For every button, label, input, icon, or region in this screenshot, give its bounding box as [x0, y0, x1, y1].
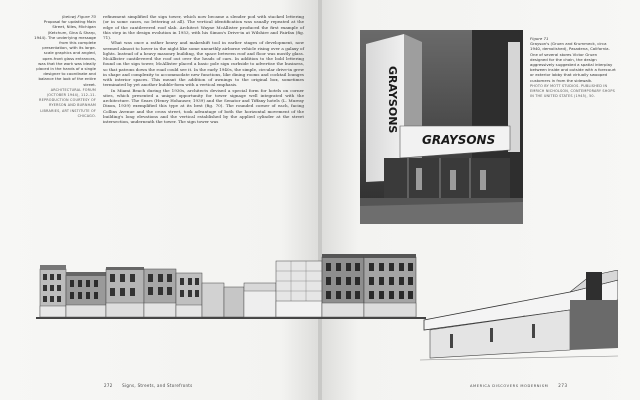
left-page-number: 272: [104, 383, 113, 388]
figure-71-caption-text: Grayson's (Gruen and Krummeck, circa 1940, demolished), Pasadena, California. One of several stores Victor Gruen designed for the chain, the design aggressively suggested a spatial interplay between inside and outside with a forecourt or exterior lobby that virtually swooped customers in from the sidewalk.: [530, 41, 616, 83]
main-street-elevation-illustration: [36, 247, 426, 319]
right-folio: [470, 383, 568, 388]
figure-70-caption-text: Proposal for updating Main Street, Niles, Michigan (Ketchum, Gina & Sharp, 1944). The underlying message from this complete presentation, with its large-scale graphics and angled, open-front glass entrances, was that the work was ideally placed in the hands of a single designer to coordinate and balance the look of the entire street.: [34, 19, 96, 87]
storefront-sketch-drawing: [420, 270, 618, 366]
left-folio: [104, 383, 193, 388]
book-gutter: [318, 0, 322, 400]
graysons-photo-drawing: [360, 30, 523, 224]
body-text-column: [103, 14, 304, 124]
left-running-head: Signs, Streets, and Storefronts: [122, 383, 193, 388]
graysons-canopy-sign: GRAYSONS: [422, 133, 496, 147]
graysons-tower-sign: GRAYSONS: [386, 66, 399, 134]
graysons-storefront-photo: [360, 30, 523, 224]
figure-70-caption-credit: ARCHITECTURAL FORUM (OCTOBER 1944), 112–11. REPRODUCTION COURTESY OF RYERSON AND BURNHAM LIBRARIES, ART INSTITUTE OF CHICAGO.: [39, 87, 96, 118]
right-running-head: AMERICA DISCOVERS MODERNISM: [470, 384, 549, 388]
figure-71-caption: [530, 36, 616, 99]
body-paragraph-3: In Miami Beach during the 1930s, architects devised a special form for hotels on corner sites, which presented a unique opportunity for tower signage well integrated with the architecture. The Sears (Henry Hohauser, 1939) and the Senator and Tiffany hotels (L. Murray Dixon, 1939) exemplified this type at its best (fig. 70). The rounded corner of each, facing Collins Avenue and the cross street, took advantage of both the horizontal movement of the building's long elevations and the vertical established by the applied cylinder at the street intersection, underneath the tower. The sign tower was: [103, 87, 304, 124]
storefront-perspective-sketch: [420, 270, 618, 366]
right-page-number: 273: [558, 383, 568, 388]
figure-71-caption-credit: PHOTO BY MOTT STUDIOS. PUBLISHED IN EMRICH NICHOLSON, CONTEMPORARY SHOPS IN THE UNITED STATES (1945), 50.: [530, 83, 615, 99]
body-paragraph-2: What was once a rather heavy and makeshift tool in earlier stages of development, now seemed almost to hover in the night like some unearthly airborne vehicle rising over a galaxy of lights. Instead of a heavy masonry building, the space between roof and floor was mostly glass. McAllister cantilevered the roof out over the heads of cars. In addition to the bold lettering found on the sign tower, McAllister placed a basic pole sign curbside to advertise the business, so that patrons down the road could see it. In the early 1940s, the simple, circular drive-in grew in shape and complexity to accommodate new functions, like dining rooms and cocktail lounges with interior spaces. This meant the addition of awnings to the original box, sometimes terminated by yet another bubble-form with a vertical emphasis.: [103, 40, 304, 88]
figure-70-caption: [34, 14, 96, 119]
street-elevation-drawing: [36, 247, 426, 319]
figure-71-caption-title: Figure 71: [530, 36, 549, 41]
body-paragraph-1: refinement simplified the sign tower, which now became a slender pod with stacked lettering (or in some cases, no lettering at all). The vertical identification was usually repeated at the edge of the cantilevered roof slab. Architect Wayne McAllister produced the first example of this step in the design evolution in 1953, with his Simon's Drive-in at Wilshire and Fairfax (fig. 71).: [103, 14, 304, 40]
figure-70-caption-title: (below) Figure 70: [61, 14, 96, 19]
